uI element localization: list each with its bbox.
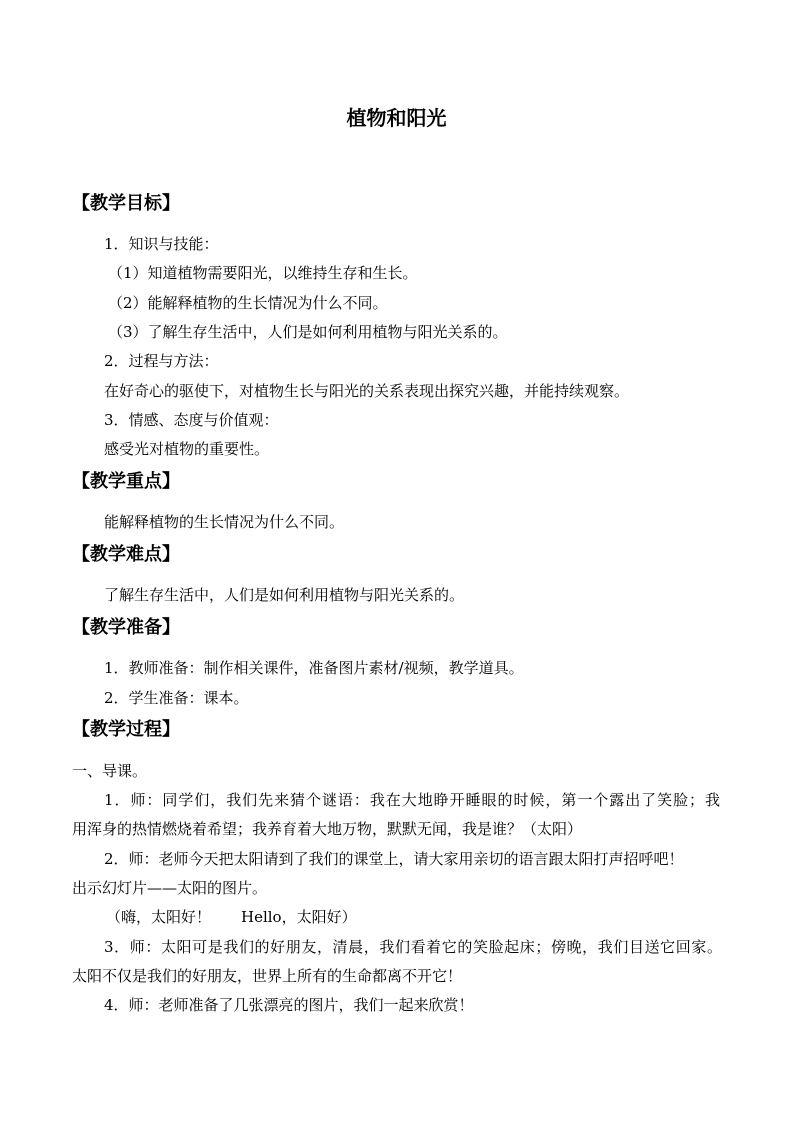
key-points-heading: 【教学重点】 [72, 471, 180, 492]
goals-item: （2）能解释植物的生长情况为什么不同。 [108, 294, 388, 312]
goals-item: 在好奇心的驱使下，对植物生长与阳光的关系表现出探究兴趣，并能持续观察。 [104, 382, 630, 400]
process-paragraph: 2．师：老师今天把太阳请到了我们的课堂上，请大家用亲切的语言跟太阳打声招呼吧！ [104, 850, 684, 868]
process-paragraph: 出示幻灯片——太阳的图片。 [72, 879, 268, 897]
process-paragraph: 3．师：太阳可是我们的好朋友，清晨，我们看着它的笑脸起床；傍晚，我们目送它回家。 [104, 938, 722, 956]
process-paragraph: 用浑身的热情燃烧着希望；我养育着大地万物，默默无闻，我是谁？（太阳） [72, 820, 583, 838]
key-points-text: 能解释植物的生长情况为什么不同。 [104, 513, 345, 531]
process-paragraph: 太阳不仅是我们的好朋友，世界上所有的生命都离不开它！ [72, 967, 463, 985]
goals-item: 1．知识与技能： [104, 235, 219, 253]
preparation-heading: 【教学准备】 [72, 617, 180, 638]
goals-item: 2．过程与方法： [104, 352, 219, 370]
process-paragraph: 1．师：同学们，我们先来猜个谜语：我在大地睁开睡眼的时候，第一个露出了笑脸；我 [104, 791, 720, 809]
goals-item: （1）知道植物需要阳光，以维持生存和生长。 [108, 264, 418, 282]
goals-item: 感受光对植物的重要性。 [104, 440, 270, 458]
process-intro: 一、导课。 [72, 762, 148, 780]
goals-item: （3）了解生存生活中，人们是如何利用植物与阳光关系的。 [108, 323, 508, 341]
difficulties-text: 了解生存生活中，人们是如何利用植物与阳光关系的。 [104, 586, 465, 604]
page-title: 植物和阳光 [346, 106, 447, 130]
difficulties-heading: 【教学难点】 [72, 544, 180, 565]
process-greeting: （嗨，太阳好！ Hello，太阳好） [106, 908, 357, 926]
goals-item: 3．情感、态度与价值观： [104, 411, 279, 429]
preparation-item: 2．学生准备：课本。 [104, 689, 249, 707]
process-paragraph: 4．师：老师准备了几张漂亮的图片，我们一起来欣赏！ [104, 996, 474, 1014]
goals-heading: 【教学目标】 [72, 193, 180, 214]
process-heading: 【教学过程】 [72, 719, 180, 740]
preparation-item: 1．教师准备：制作相关课件，准备图片素材/视频，教学道具。 [104, 659, 524, 677]
